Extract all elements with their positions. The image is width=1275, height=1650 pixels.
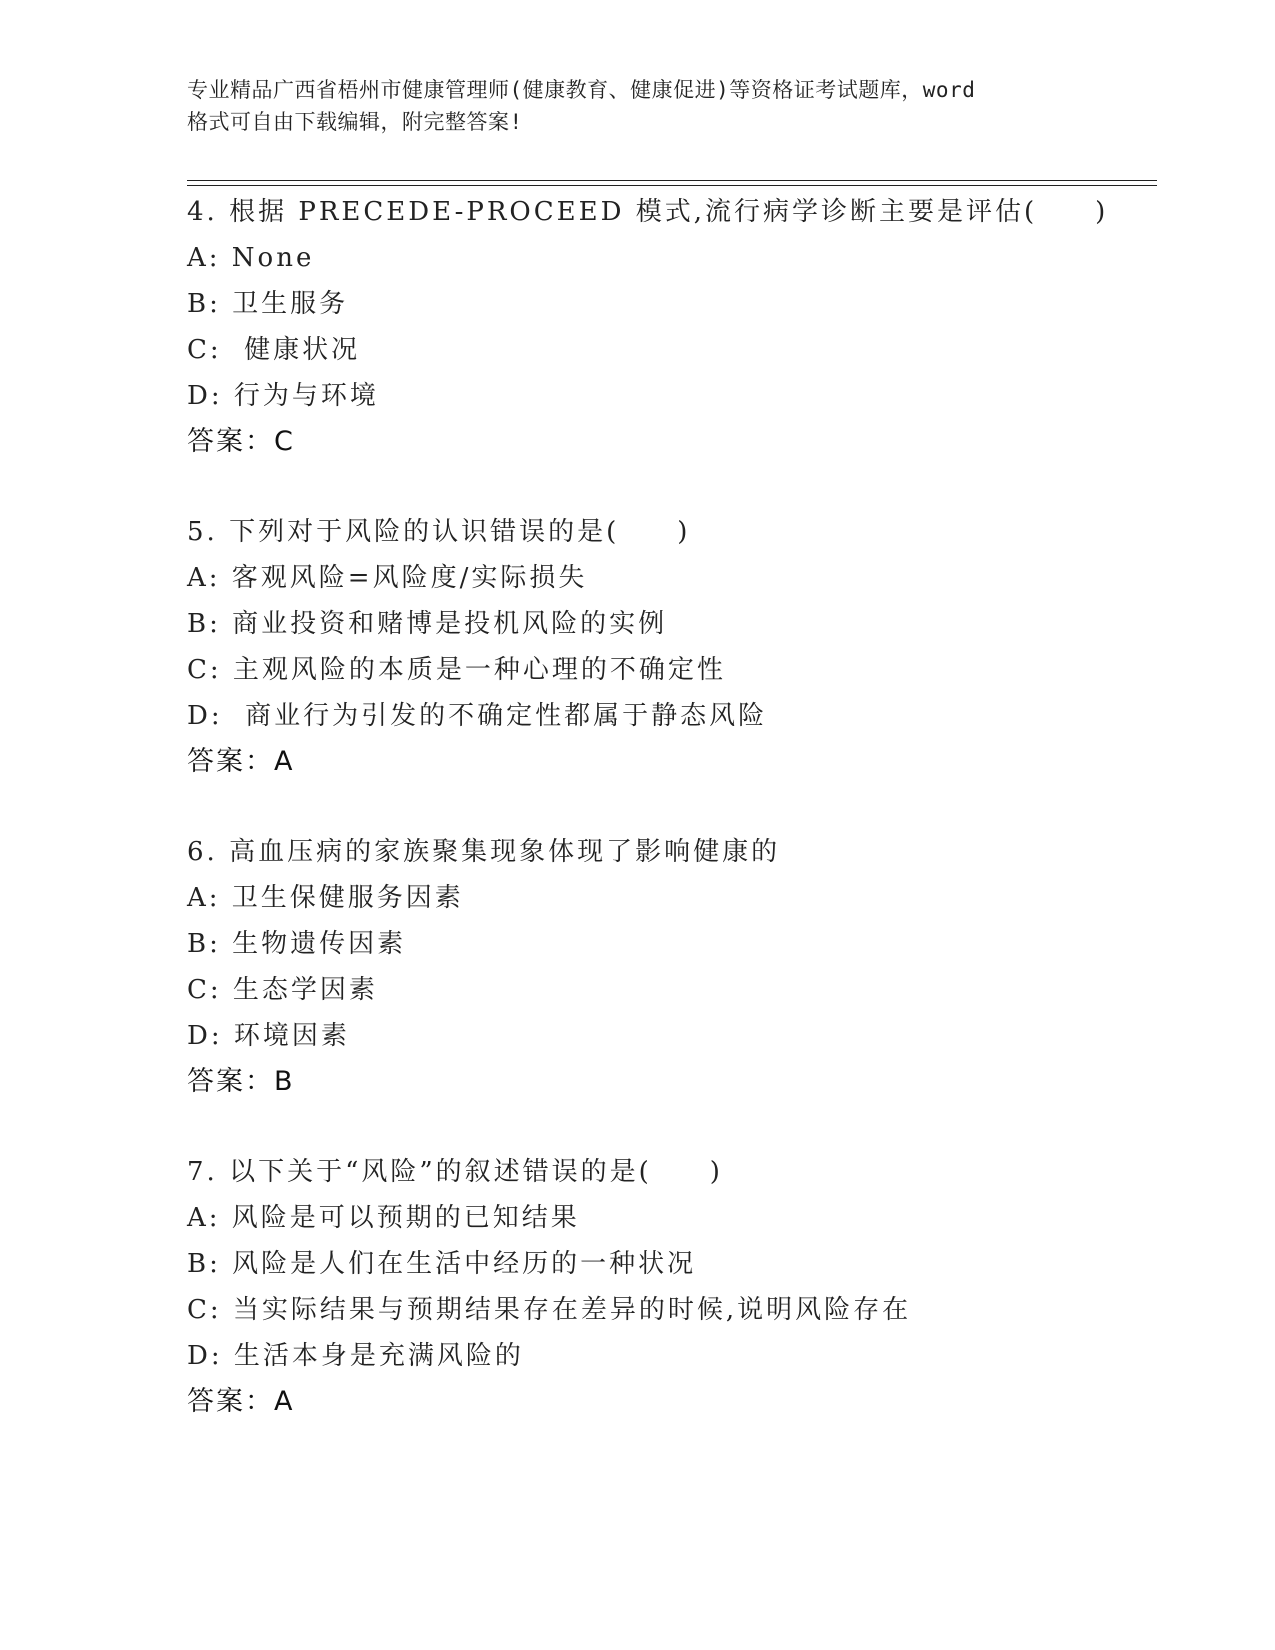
option-d: D: 环境因素	[187, 1021, 350, 1051]
option-c: C: 生态学因素	[187, 975, 378, 1005]
option-b: B: 商业投资和赌博是投机风险的实例	[187, 609, 668, 639]
option-a: A: 卫生保健服务因素	[187, 883, 464, 913]
question-4	[187, 192, 1187, 468]
question-stem: 5. 下列对于风险的认识错误的是( )	[187, 517, 691, 547]
option-b: B: 风险是人们在生活中经历的一种状况	[187, 1249, 697, 1279]
question-stem: 4. 根据 PRECEDE-PROCEED 模式,流行病学诊断主要是评估( )	[187, 197, 1109, 227]
answer-label: 答案：C	[187, 426, 295, 457]
document-header	[187, 74, 1087, 138]
header-divider-bottom	[187, 185, 1157, 186]
question-stem: 6. 高血压病的家族聚集现象体现了影响健康的	[187, 837, 781, 867]
answer-label: 答案：A	[187, 1386, 295, 1417]
option-a: A: 客观风险=风险度/实际损失	[187, 563, 588, 593]
answer-label: 答案：B	[187, 1066, 295, 1097]
option-b: B: 卫生服务	[187, 289, 349, 319]
option-c: C: 健康状况	[187, 335, 361, 365]
option-d: D: 商业行为引发的不确定性都属于静态风险	[187, 701, 768, 731]
answer-label: 答案：A	[187, 746, 295, 777]
question-stem: 7. 以下关于“风险”的叙述错误的是( )	[187, 1157, 723, 1187]
option-d: D: 生活本身是充满风险的	[187, 1341, 524, 1371]
option-d: D: 行为与环境	[187, 381, 379, 411]
header-line-1: 专业精品广西省梧州市健康管理师(健康教育、健康促进)等资格证考试题库，word	[187, 78, 976, 102]
option-c: C: 主观风险的本质是一种心理的不确定性	[187, 655, 726, 685]
option-a: A: None	[187, 243, 315, 273]
header-divider-top	[187, 180, 1157, 181]
question-5	[187, 512, 1187, 788]
question-7	[187, 1152, 1187, 1428]
option-c: C: 当实际结果与预期结果存在差异的时候,说明风险存在	[187, 1295, 912, 1325]
question-6	[187, 832, 1187, 1108]
option-a: A: 风险是可以预期的已知结果	[187, 1203, 580, 1233]
option-b: B: 生物遗传因素	[187, 929, 407, 959]
header-line-2: 格式可自由下载编辑，附完整答案!	[187, 110, 523, 134]
